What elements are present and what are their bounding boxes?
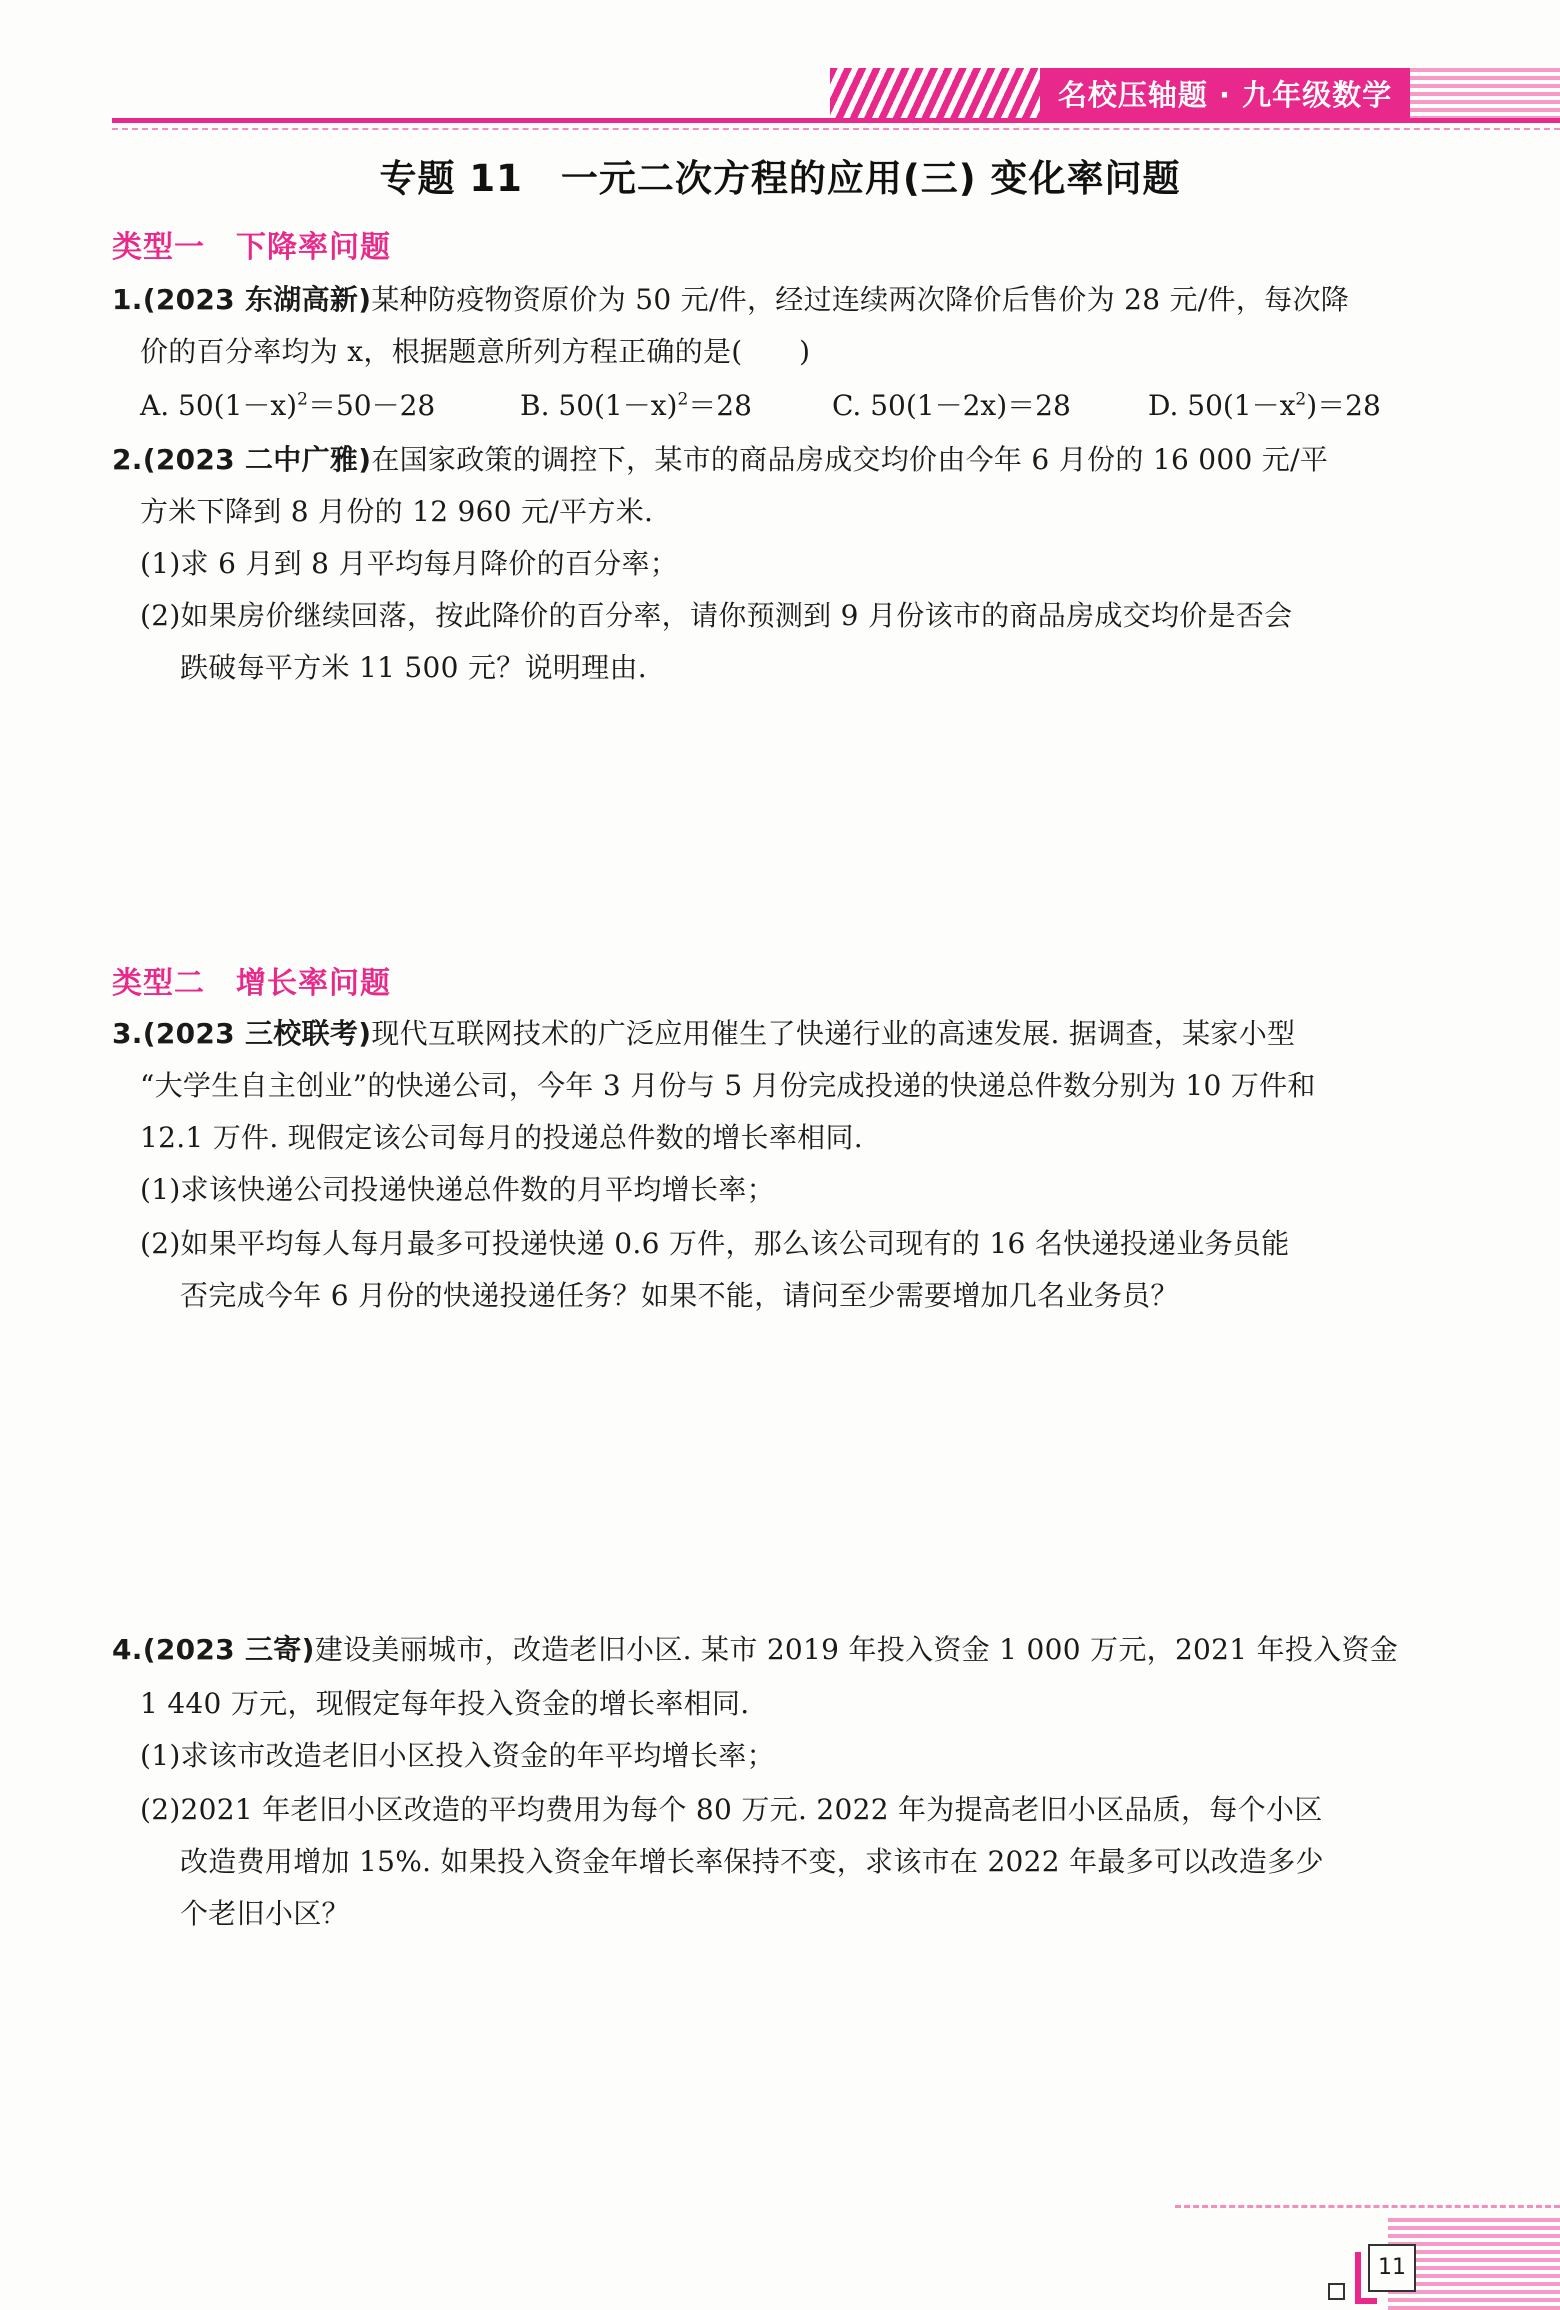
series-title: 名校压轴题 · 九年级数学 [1040,68,1410,122]
question-3-sub-2-cont: 否完成今年 6 月份的快递投递任务？如果不能，请问至少需要增加几名业务员？ [180,1279,1179,1312]
section-heading-decrease: 类型一 下降率问题 [112,230,391,265]
question-3-sub-1: (1)求该快递公司投递快递总件数的月平均增长率； [140,1173,775,1206]
question-4-line-1 [112,1628,1398,1668]
question-source: (2023 东湖高新) [142,283,372,316]
footer-dashed-rule [1175,2205,1560,2208]
question-3-sub-2: (2)如果平均每人每月最多可投递快递 0.6 万件，那么该公司现有的 16 名快递投递业务员能 [140,1227,1290,1260]
page-number: 11 [1368,2244,1416,2292]
question-text: 建设美丽城市，改造老旧小区. 某市 2019 年投入资金 1 000 万元，2021 年投入资金 [314,1633,1399,1666]
header-decoration [1410,68,1560,122]
question-text: 某种防疫物资原价为 50 元/件，经过连续两次降价后售价为 28 元/件，每次降 [371,283,1350,316]
question-2-line-2: 方米下降到 8 月份的 12 960 元/平方米. [140,495,654,528]
square-icon [1328,2283,1345,2300]
question-number: 3. [112,1017,143,1050]
question-text: 在国家政策的调控下，某市的商品房成交均价由今年 6 月份的 16 000 元/平 [371,443,1329,476]
option-c: C. 50(1－2x)＝28 [832,389,1071,422]
question-2-sub-1: (1)求 6 月到 8 月平均每月降价的百分率； [140,547,679,580]
header-dashed-rule [112,128,1560,130]
page-header [0,0,1560,130]
option-a: A. $50(1-x)^2=50-28$ [140,389,436,422]
question-source: (2023 三寄) [142,1633,315,1666]
header-rule [112,118,1560,123]
question-2-sub-2: (2)如果房价继续回落，按此降价的百分率，请你预测到 9 月份该市的商品房成交均价是否会 [140,599,1293,632]
question-source: (2023 三校联考) [142,1017,372,1050]
question-number: 1. [112,283,143,316]
question-4-sub-1: (1)求该市改造老旧小区投入资金的年平均增长率； [140,1739,775,1772]
question-1-line-2: 价的百分率均为 x，根据题意所列方程正确的是( ) [140,335,811,368]
question-4-sub-2-cont: 改造费用增加 15%. 如果投入资金年增长率保持不变，求该市在 2022 年最多可以改造多少 [180,1845,1324,1878]
question-2-sub-2-cont: 跌破每平方米 11 500 元？说明理由. [180,651,647,684]
question-1-line-1 [112,278,1349,318]
question-text: 现代互联网技术的广泛应用催生了快递行业的高速发展. 据调查，某家小型 [371,1017,1296,1050]
question-4-line-2: 1 440 万元，现假定每年投入资金的增长率相同. [140,1687,750,1720]
option-b: B. $50(1-x)^2=28$ [520,389,752,422]
question-number: 2. [112,443,143,476]
question-2-line-1 [112,438,1328,478]
question-4-sub-2-cont-2: 个老旧小区？ [180,1897,350,1930]
question-3-line-1 [112,1012,1295,1052]
question-number: 4. [112,1633,143,1666]
page-title: 专题 11 一元二次方程的应用(三) 变化率问题 [379,157,1181,200]
question-3-line-3: 12.1 万件. 现假定该公司每月的投递总件数的增长率相同. [140,1121,863,1154]
option-d: D. $50(1-x^2)=28$ [1148,389,1381,422]
question-source: (2023 二中广雅) [142,443,372,476]
question-3-line-2: “大学生自主创业”的快递公司，今年 3 月份与 5 月份完成投递的快递总件数分别为 10 万件和 [140,1069,1316,1102]
section-heading-increase: 类型二 增长率问题 [112,966,391,1001]
header-stripes [830,68,1040,122]
question-4-sub-2: (2)2021 年老旧小区改造的平均费用为每个 80 万元. 2022 年为提高老旧小区品质，每个小区 [140,1793,1323,1826]
